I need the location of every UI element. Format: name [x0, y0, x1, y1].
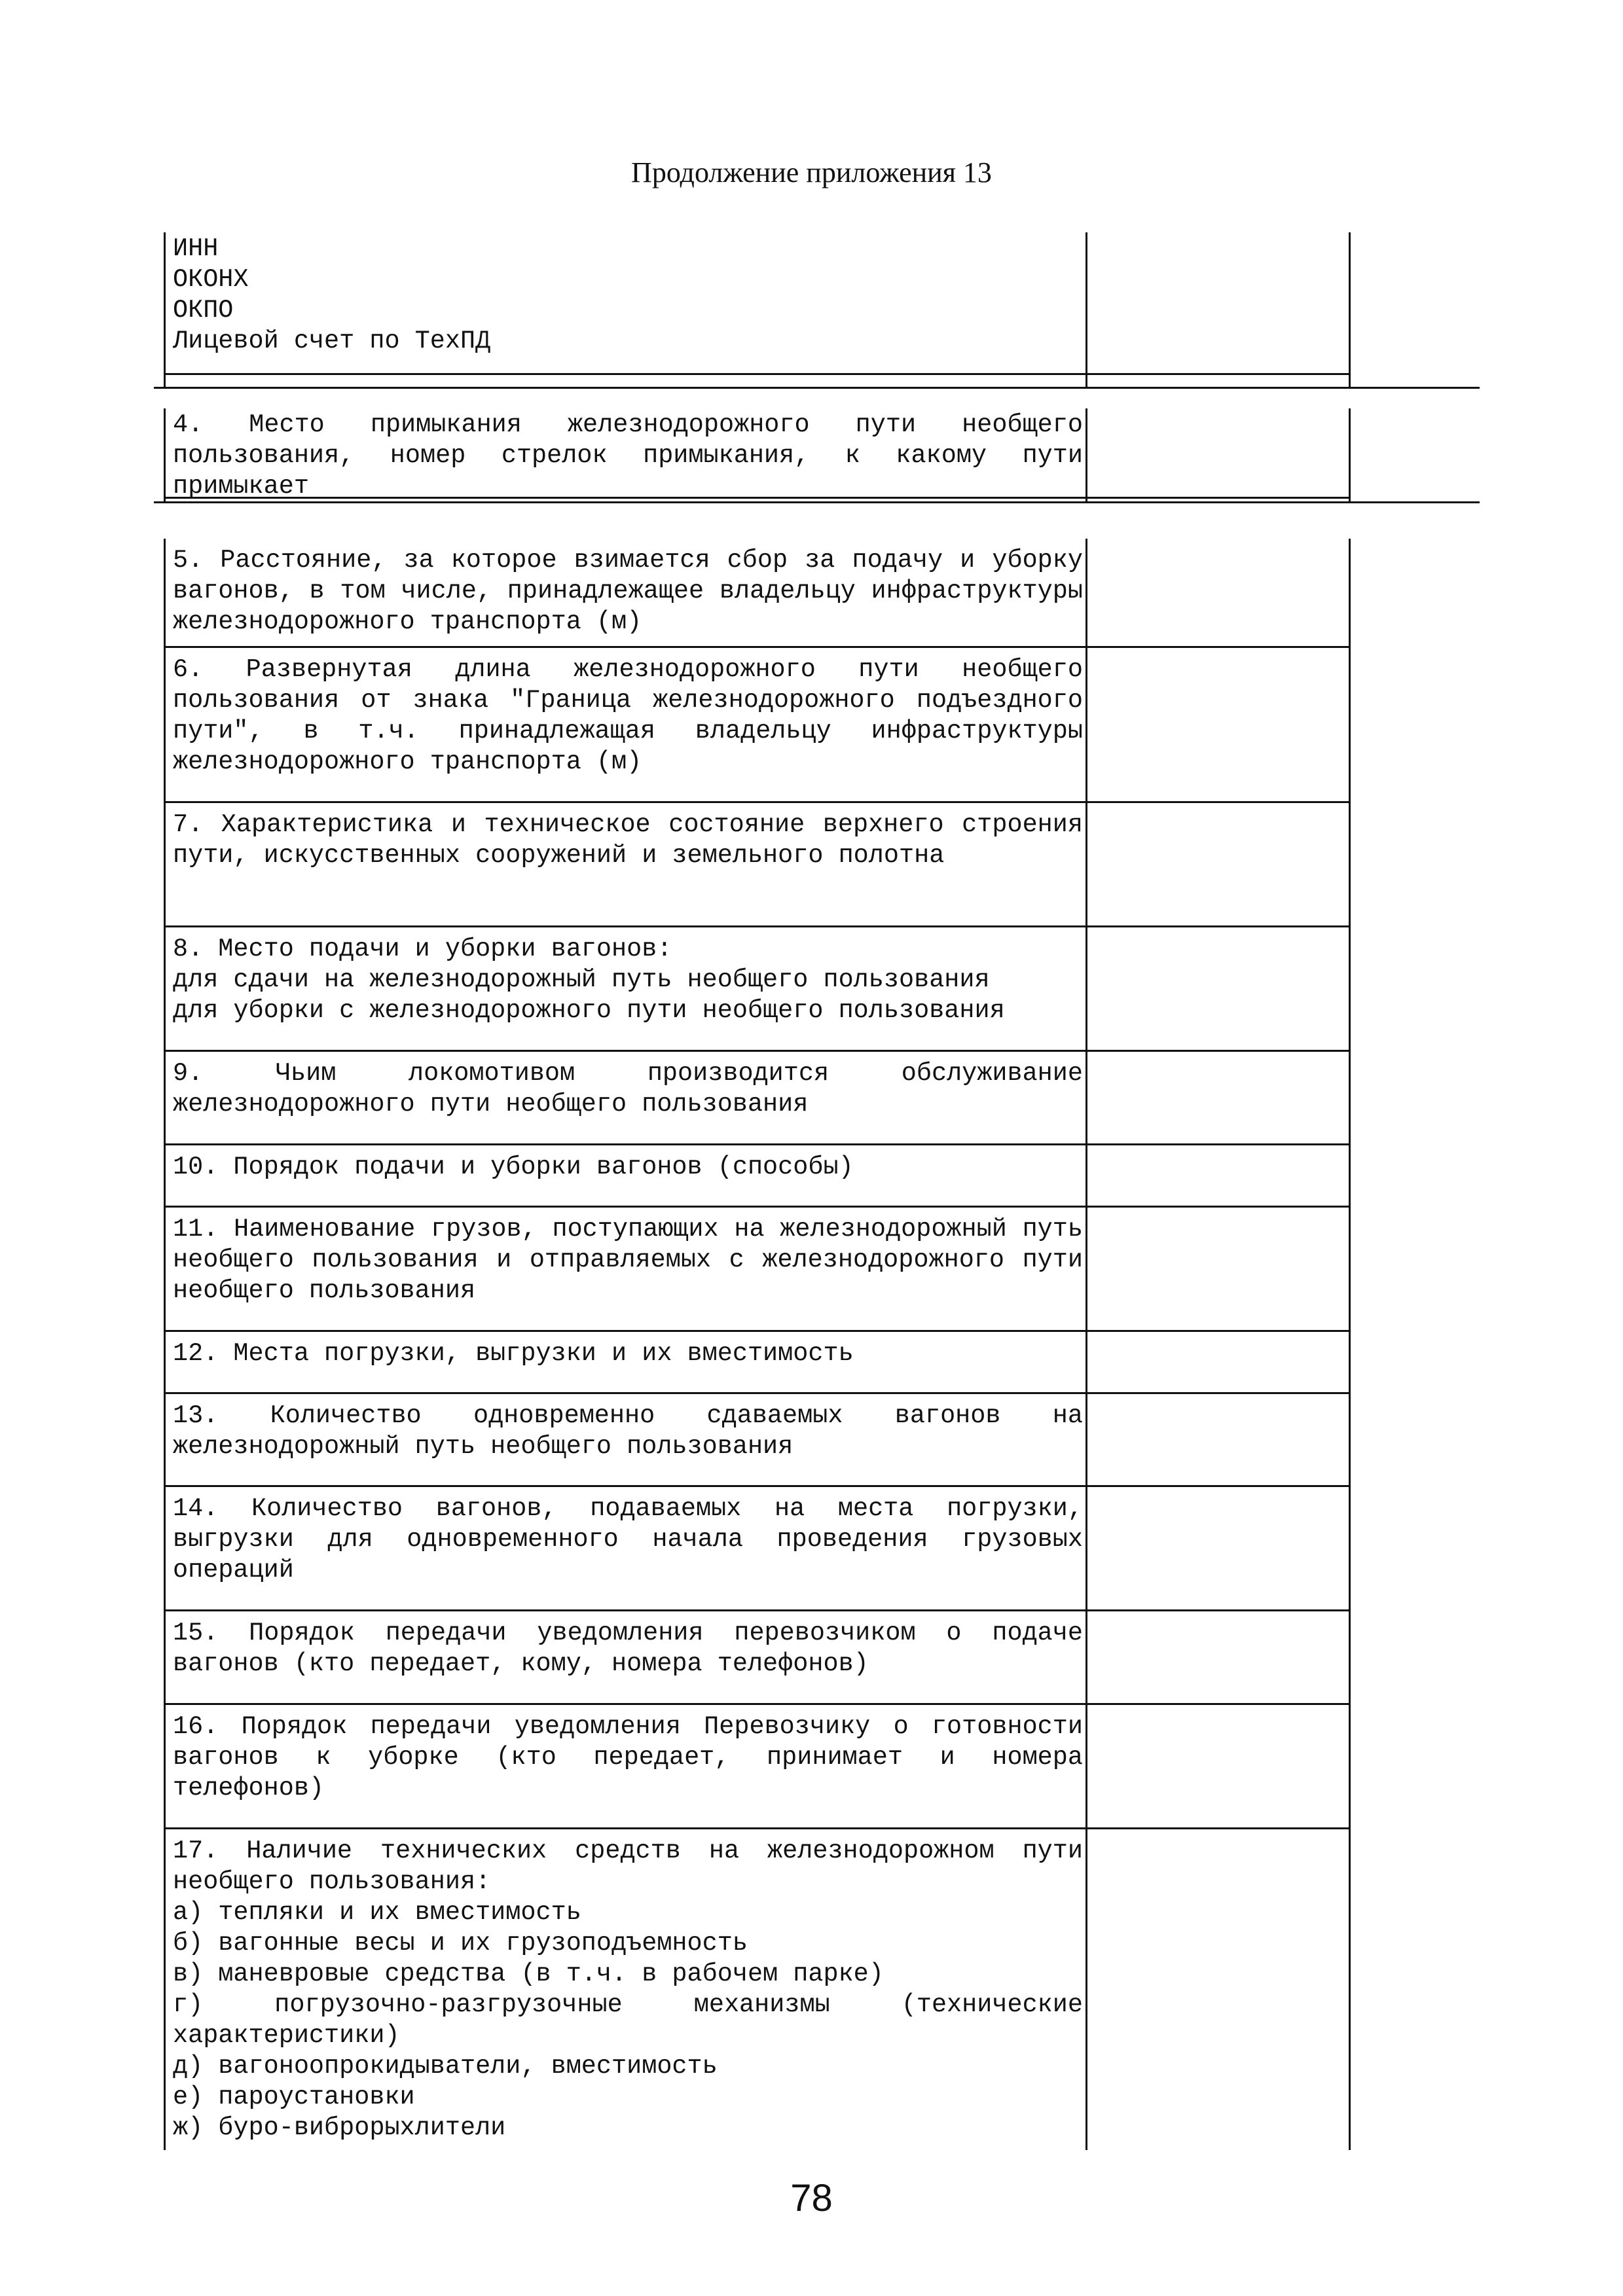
row-label: 9. Чьим локомотивом производится обслуживание железнодорожного пути необщего пользования	[173, 1059, 1083, 1119]
requisite-okpo: ОКПО	[173, 296, 234, 325]
table-row	[164, 1145, 1351, 1208]
table-row	[164, 1332, 1351, 1394]
table-border-left	[164, 408, 166, 502]
table-row	[164, 1487, 1351, 1611]
table-border-bottom	[164, 373, 1351, 375]
page-number: 78	[790, 2177, 833, 2219]
table-row	[164, 1705, 1351, 1829]
table-row	[164, 1611, 1351, 1705]
requisite-inn: ИНН	[173, 234, 219, 263]
row-label: 8. Место подачи и уборки вагонов: для сдачи на железнодорожный путь необщего пользования для уборки с железнодорожного пути необщего пользования	[173, 935, 1005, 1025]
table-border-middle	[1085, 408, 1087, 502]
item-4-label: 4. Место примыкания железнодорожного пути необщего пользования, номер стрелок примыкания, к какому пути примыкает	[173, 410, 1083, 501]
table-row	[164, 1829, 1351, 2150]
table-row	[164, 1208, 1351, 1332]
row-label: 12. Места погрузки, выгрузки и их вместимость	[173, 1339, 854, 1368]
table-border-left	[164, 232, 166, 388]
main-table	[164, 539, 1351, 2150]
item-4-block	[164, 408, 1351, 502]
separator-line	[154, 501, 1480, 503]
table-row	[164, 1394, 1351, 1488]
requisites-block	[164, 232, 1351, 388]
row-label: 16. Порядок передачи уведомления Перевозчику о готовности вагонов к уборке (кто передает, принимает и номера телефонов)	[173, 1712, 1083, 1803]
row-label: 11. Наименование грузов, поступающих на железнодорожный путь необщего пользования и отправляемых с железнодорожного пути необщего пользования	[173, 1215, 1083, 1305]
separator-line	[154, 387, 1480, 389]
table-row	[164, 648, 1351, 803]
table-row	[164, 539, 1351, 647]
table-border-right	[1349, 408, 1351, 502]
row-label: 7. Характеристика и техническое состояние верхнего строения пути, искусственных сооружений и земельного полотна	[173, 810, 1083, 870]
table-row	[164, 803, 1351, 927]
page-title: Продолжение приложения 13	[631, 156, 992, 188]
table-row	[164, 927, 1351, 1052]
table-border-right	[1349, 232, 1351, 388]
row-label: 14. Количество вагонов, подаваемых на места погрузки, выгрузки для одновременного начала проведения грузовых операций	[173, 1494, 1083, 1585]
table-row	[164, 1052, 1351, 1145]
requisite-okonh: ОКОНХ	[173, 265, 249, 294]
requisite-account: Лицевой счет по ТехПД	[173, 327, 491, 355]
row-label: 10. Порядок подачи и уборки вагонов (способы)	[173, 1153, 854, 1181]
row-label: 13. Количество одновременно сдаваемых вагонов на железнодорожный путь необщего пользования	[173, 1401, 1083, 1461]
row-label: 5. Расстояние, за которое взимается сбор за подачу и уборку вагонов, в том числе, принадлежащее владельцу инфраструктуры железнодорожного транспорта (м)	[173, 546, 1083, 636]
row-label: 17. Наличие технических средств на железнодорожном пути необщего пользования: а) тепляки и их вместимость б) вагонные весы и их грузоподъемность в) маневровые средства (в т.ч. в рабочем парке) г) погрузочно-разгрузочные механизмы (технические характеристики) д) вагоноопрокидыватели, вместимость е) пароустановки ж) буро-виброрыхлители	[173, 1837, 1083, 2142]
row-label: 6. Развернутая длина железнодорожного пути необщего пользования от знака "Граница железнодорожного подъездного пути", в т.ч. принадлежащая владельцу инфраструктуры железнодорожного транспорта (м)	[173, 655, 1083, 776]
row-label: 15. Порядок передачи уведомления перевозчиком о подаче вагонов (кто передает, кому, номера телефонов)	[173, 1619, 1083, 1678]
